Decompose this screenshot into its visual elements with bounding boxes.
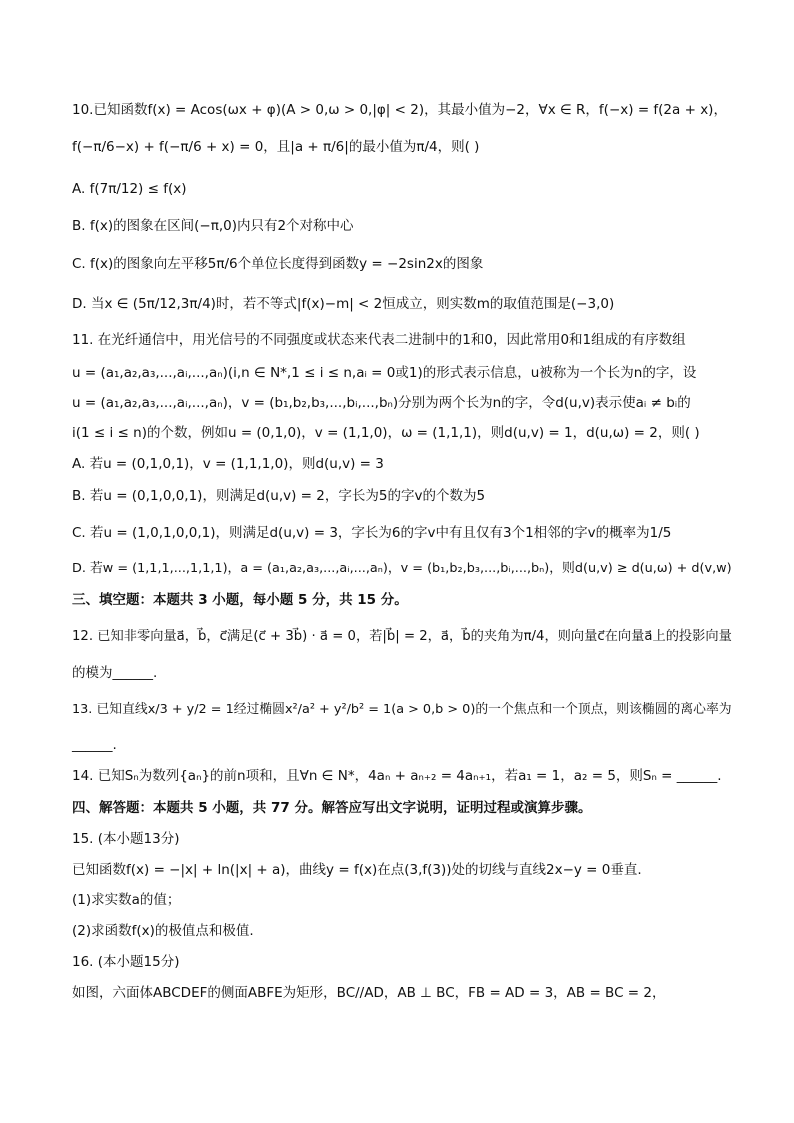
- q15-stem: 已知函数f(x) = −|x| + ln(|x| + a)，曲线y = f(x)在点(3,f(3))处的切线与直线2x−y = 0垂直.: [72, 862, 642, 878]
- q16-stem: 如图，六面体ABCDEF的侧面ABFE为矩形，BC//AD，AB ⊥ BC，FB = AD = 3，AB = BC = 2，: [72, 985, 666, 1001]
- q12-stem-line1: 12. 已知非零向量a⃗，b⃗，c⃗满足(c⃗ + 3b⃗) · a⃗ = 0，若|b⃗| = 2，a⃗，b⃗的夹角为π/4，则向量c⃗在向量a⃗上的投影向量: [72, 629, 732, 644]
- q12-stem-line2: 的模为______.: [72, 665, 158, 681]
- q10-stem-line1: 10.已知函数f(x) = Acos(ωx + φ)(A > 0,ω > 0,|φ| < 2)，其最小值为−2，∀x ∈ R，f(−x) = f(2a + x)，: [72, 102, 727, 118]
- q10-option-d: D. 当x ∈ (5π/12,3π/4)时，若不等式|f(x)−m| < 2恒成立，则实数m的取值范围是(−3,0): [72, 296, 615, 312]
- q11-option-b: B. 若u = (0,1,0,0,1)，则满足d(u,v) = 2，字长为5的字v的个数为5: [72, 488, 486, 504]
- q16-title: 16. (本小题15分): [72, 954, 180, 970]
- q14-stem: 14. 已知Sₙ为数列{aₙ}的前n项和，且∀n ∈ N*，4aₙ + aₙ₊₂ = 4aₙ₊₁，若a₁ = 1，a₂ = 5，则Sₙ = ______.: [72, 768, 722, 784]
- q11-option-a: A. 若u = (0,1,0,1)，v = (1,1,1,0)，则d(u,v) = 3: [72, 456, 384, 472]
- section-heading-answer: 四、解答题：本题共 5 小题，共 77 分。解答应写出文字说明，证明过程或演算步骤。: [72, 800, 592, 816]
- q15-part2: (2)求函数f(x)的极值点和极值.: [72, 923, 254, 939]
- q11-stem-line3: u = (a₁,a₂,a₃,...,aᵢ,...,aₙ)，v = (b₁,b₂,b₃,...,bᵢ,...,bₙ)分别为两个长为n的字，令d(u,v)表示使aᵢ ≠ bᵢ的: [72, 395, 691, 411]
- q10-stem-line2: f(−π/6−x) + f(−π/6 + x) = 0，且|a + π/6|的最小值为π/4，则( ): [72, 139, 480, 155]
- q10-option-c: C. f(x)的图象向左平移5π/6个单位长度得到函数y = −2sin2x的图象: [72, 256, 484, 272]
- q13-stem-line2: ______.: [72, 737, 117, 753]
- section-heading-fill-in: 三、填空题：本题共 3 小题，每小题 5 分，共 15 分。: [72, 592, 408, 608]
- q11-stem-line1: 11. 在光纤通信中，用光信号的不同强度或状态来代表二进制中的1和0，因此常用0和1组成的有序数组: [72, 332, 686, 348]
- q10-option-b: B. f(x)的图象在区间(−π,0)内只有2个对称中心: [72, 218, 354, 234]
- q15-part1: (1)求实数a的值；: [72, 892, 181, 908]
- q13-stem-line1: 13. 已知直线x/3 + y/2 = 1经过椭圆x²/a² + y²/b² = 1(a > 0,b > 0)的一个焦点和一个顶点，则该椭圆的离心率为: [72, 702, 732, 717]
- q11-option-c: C. 若u = (1,0,1,0,0,1)，则满足d(u,v) = 3，字长为6的字v中有且仅有3个1相邻的字v的概率为1/5: [72, 525, 672, 541]
- q15-title: 15. (本小题13分): [72, 831, 180, 847]
- q10-option-a: A. f(7π/12) ≤ f(x): [72, 181, 187, 197]
- q11-stem-line2: u = (a₁,a₂,a₃,...,aᵢ,...,aₙ)(i,n ∈ N*,1 ≤ i ≤ n,aᵢ = 0或1)的形式表示信息，u被称为一个长为n的字，设: [72, 365, 697, 381]
- q11-stem-line4: i(1 ≤ i ≤ n)的个数，例如u = (0,1,0)，v = (1,1,0)，ω = (1,1,1)，则d(u,v) = 1，d(u,ω) = 2，则( ): [72, 425, 700, 441]
- q11-option-d: D. 若w = (1,1,1,...,1,1,1)，a = (a₁,a₂,a₃,...,aᵢ,...,aₙ)，v = (b₁,b₂,b₃,...,bᵢ,...,bₙ)，则d(u,v) ≥ d(u,ω) + d(v,w): [72, 561, 732, 576]
